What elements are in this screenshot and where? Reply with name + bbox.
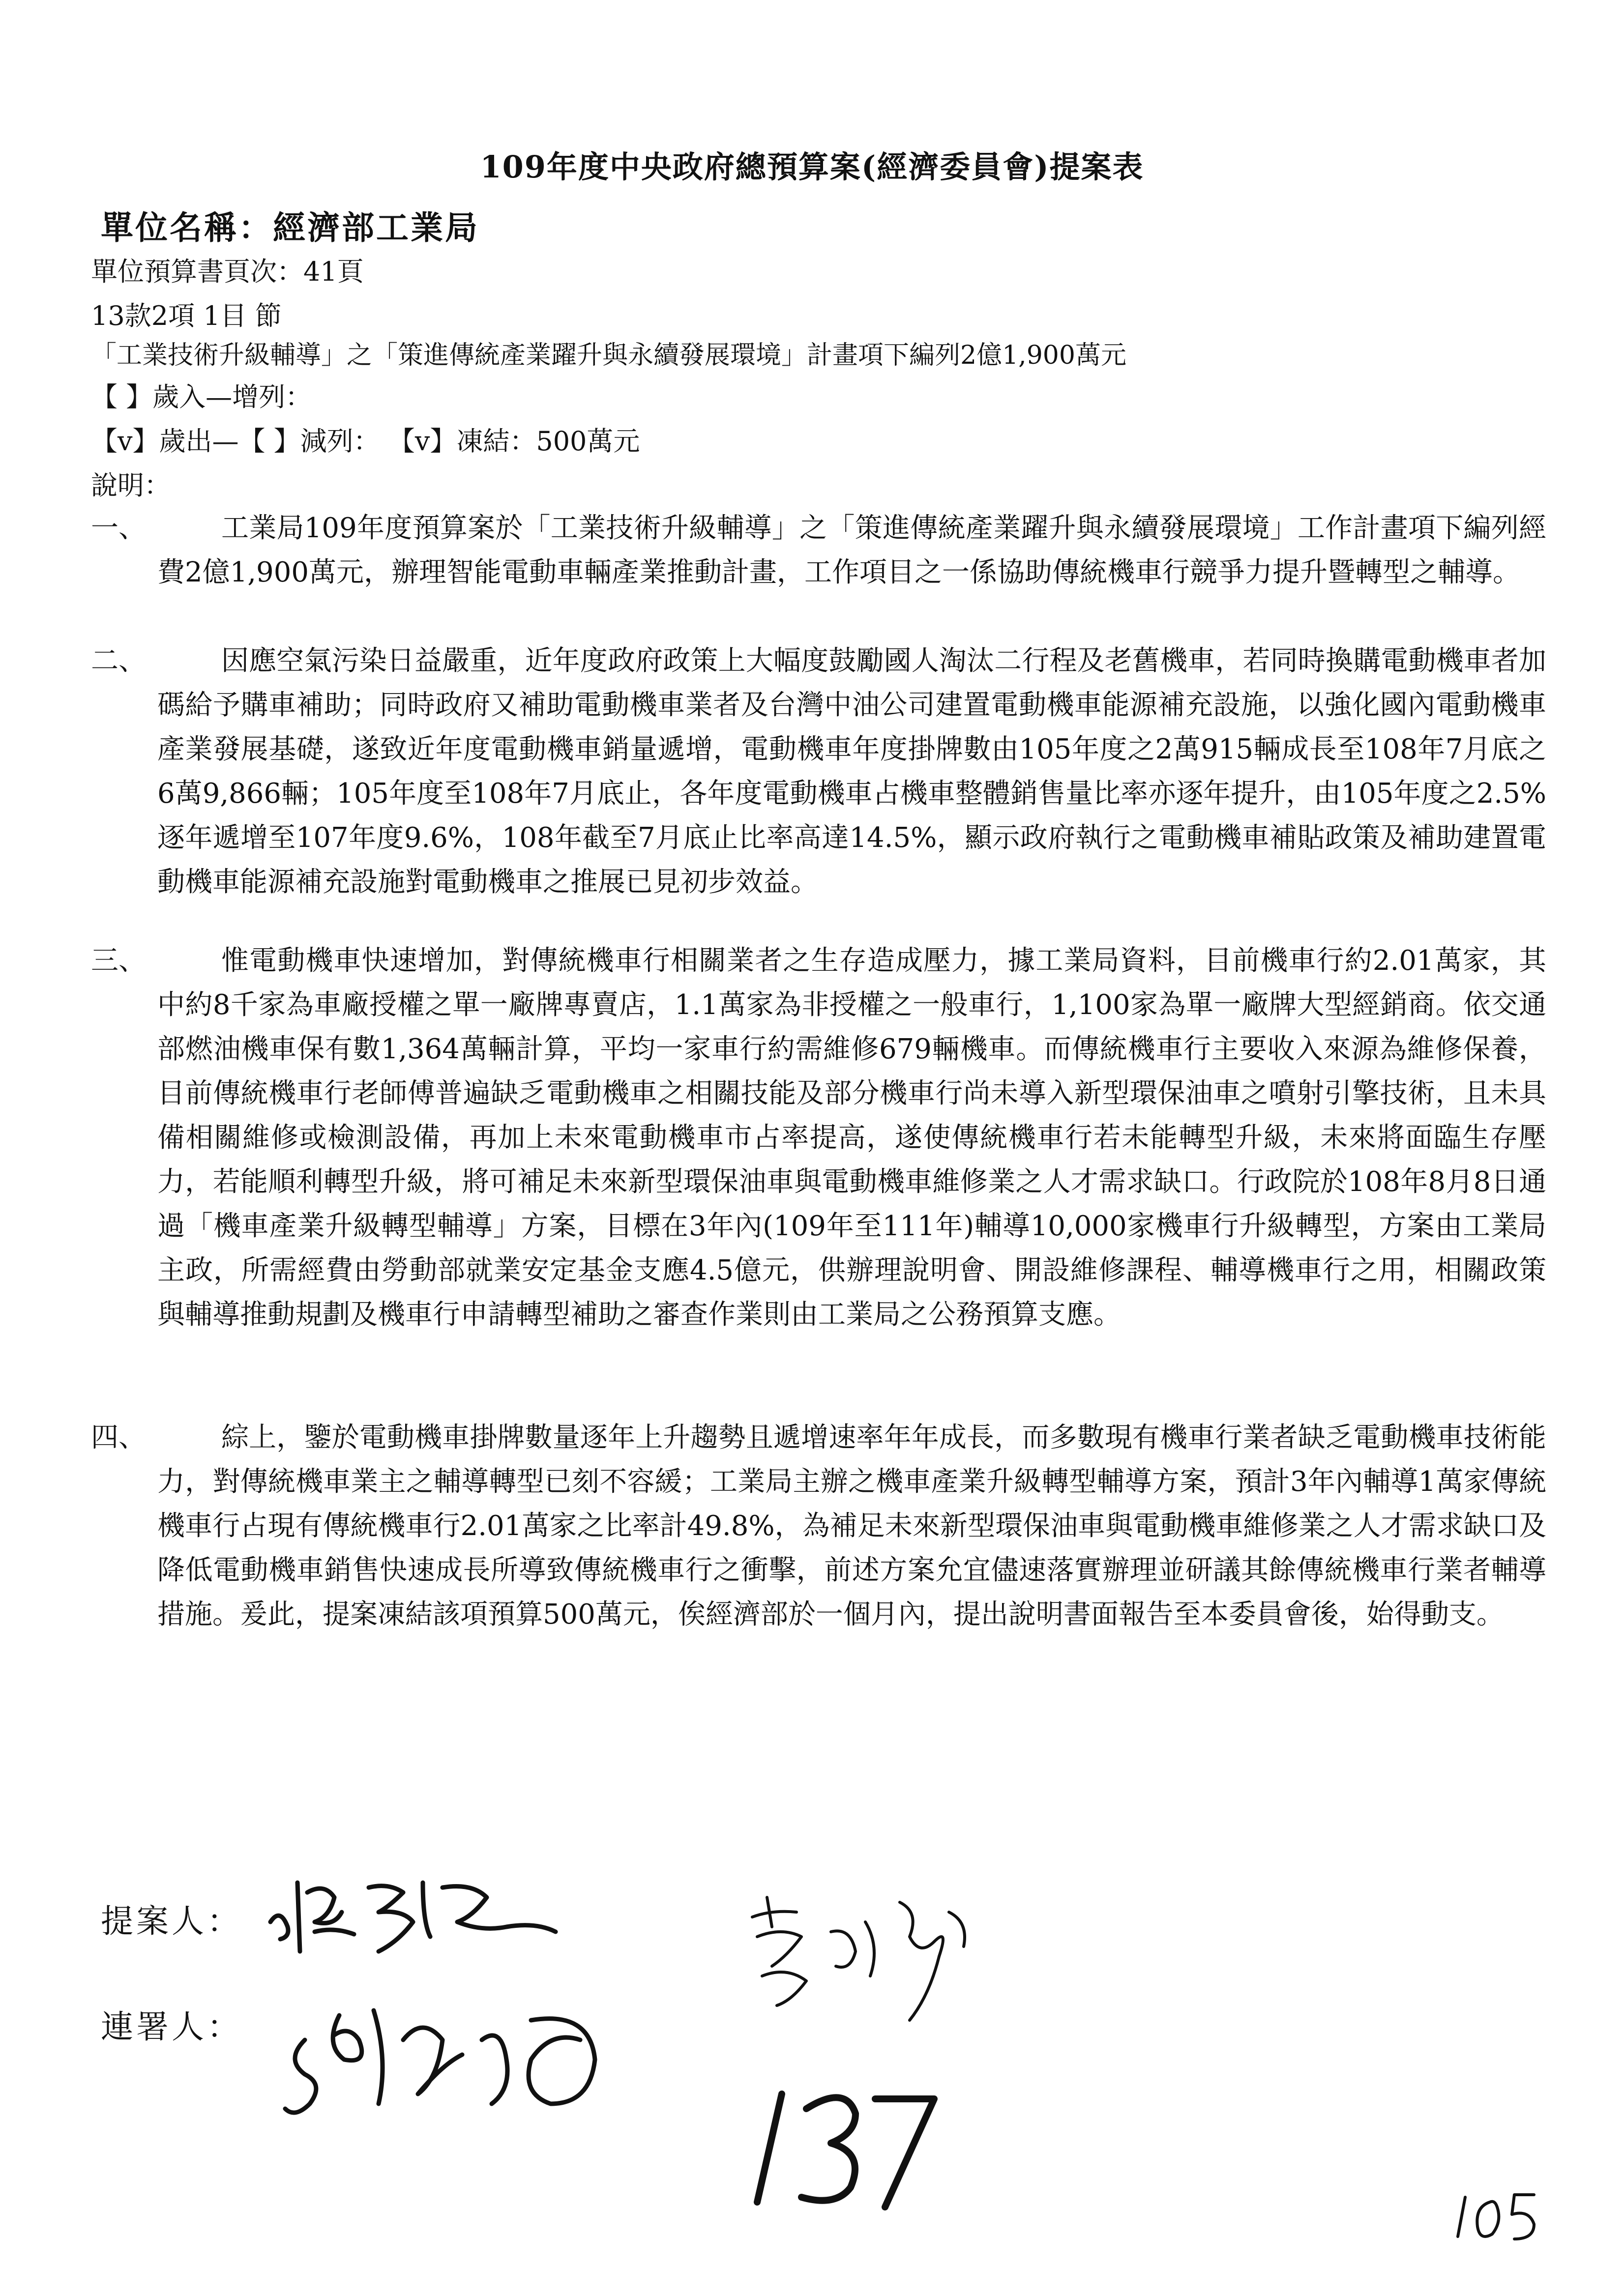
- plan-line: 「工業技術升級輔導」之「策進傳統產業躍升與永續發展環境」計畫項下編列2億1,900萬元: [91, 341, 1126, 370]
- revenue-line: 【 】歲入—增列：: [91, 381, 312, 412]
- proposer-label: 提案人：: [101, 1902, 242, 1940]
- budget-page-line: 單位預算書頁次：41頁: [91, 256, 364, 287]
- item-4-text: 綜上，鑒於電動機車掛牌數量逐年上升趨勢且遞增速率年年成長，而多數現有機車行業者缺乏電動機車技術能力，對傳統機車業主之輔導轉型已刻不容緩；工業局主辦之機車產業升級轉型輔導方案，預計3年內輔導1萬家傳統機車行占現有傳統機車行2.01萬家之比率計49.8%，為補足未來新型環保油車與電動機車維修業之人才需求缺口及降低電動機車銷售快速成長所導致傳統機車行之衝擊，前述方案允宜儘速落實辦理並研議其餘傳統機車行業者輔導措施。爰此，提案凍結該項預算500萬元，俟經濟部於一個月內，提出說明書面報告至本委員會後，始得動支。: [157, 1422, 1546, 1630]
- explanation-label: 說明：: [91, 470, 171, 501]
- item-2: [91, 639, 1546, 904]
- unit-name: 單位名稱：經濟部工業局: [101, 208, 479, 247]
- cosigner-signature-1: [275, 1981, 629, 2138]
- item-4: [91, 1416, 1546, 1637]
- handwritten-number-137: [738, 2079, 944, 2217]
- item-2-text: 因應空氣污染日益嚴重，近年度政府政策上大幅度鼓勵國人淘汰二行程及老舊機車，若同時換購電動機車者加碼給予購車補助；同時政府又補助電動機車業者及台灣中油公司建置電動機車能源補充設施，以強化國內電動機車產業發展基礎，遂致近年度電動機車銷量遞增，電動機車年度掛牌數由105年度之2萬915輛成長至108年7月底之6萬9,866輛；105年度至108年7月底止，各年度電動機車占機車整體銷售量比率亦逐年提升，由105年度之2.5%逐年遞增至107年度9.6%，108年截至7月底止比率高達14.5%，顯示政府執行之電動機車補貼政策及補助建置電動機車能源補充設施對電動機車之推展已見初步效益。: [157, 645, 1546, 898]
- cosigner-signature-2: [742, 1883, 998, 2035]
- item-1-number: 一、: [91, 512, 146, 544]
- item-1: [91, 506, 1546, 595]
- item-1-text: 工業局109年度預算案於「工業技術升級輔導」之「策進傳統產業躍升與永續發展環境」工作計畫項下編列經費2億1,900萬元，辦理智能電動車輛產業推動計畫，工作項目之一係協助傳統機車行競爭力提升暨轉型之輔導。: [157, 512, 1546, 588]
- item-4-number: 四、: [91, 1422, 146, 1453]
- proposer-signature: [261, 1853, 565, 1971]
- document-title: 109年度中央政府總預算案(經濟委員會)提案表: [480, 149, 1144, 185]
- item-3: [91, 939, 1546, 1337]
- budget-section-line: 13款2項 1目 節: [91, 300, 282, 331]
- expenditure-line: 【v】歲出—【 】減列： 【v】凍結：500萬元: [91, 426, 640, 457]
- item-2-number: 二、: [91, 645, 146, 677]
- item-3-text: 惟電動機車快速增加，對傳統機車行相關業者之生存造成壓力，據工業局資料，目前機車行約2.01萬家，其中約8千家為車廠授權之單一廠牌專賣店，1.1萬家為非授權之一般車行，1,100家為單一廠牌大型經銷商。依交通部燃油機車保有數1,364萬輛計算，平均一家車行約需維修679輛機車。而傳統機車行主要收入來源為維修保養，目前傳統機車行老師傅普遍缺乏電動機車之相關技能及部分機車行尚未導入新型環保油車之噴射引擎技術，且未具備相關維修或檢測設備，再加上未來電動機車市占率提高，遂使傳統機車行若未能轉型升級，未來將面臨生存壓力，若能順利轉型升級，將可補足未來新型環保油車與電動機車維修業之人才需求缺口。行政院於108年8月8日通過「機車產業升級轉型輔導」方案，目標在3年內(109年至111年)輔導10,000家機車行升級轉型，方案由工業局主政，所需經費由勞動部就業安定基金支應4.5億元，供辦理說明會、開設維修課程、輔導機車行之用，相關政策與輔導推動規劃及機車行申請轉型補助之審查作業則由工業局之公務預算支應。: [157, 945, 1546, 1331]
- item-3-number: 三、: [91, 945, 146, 977]
- handwritten-number-105: [1450, 2182, 1549, 2251]
- cosigner-label: 連署人：: [101, 2008, 242, 2046]
